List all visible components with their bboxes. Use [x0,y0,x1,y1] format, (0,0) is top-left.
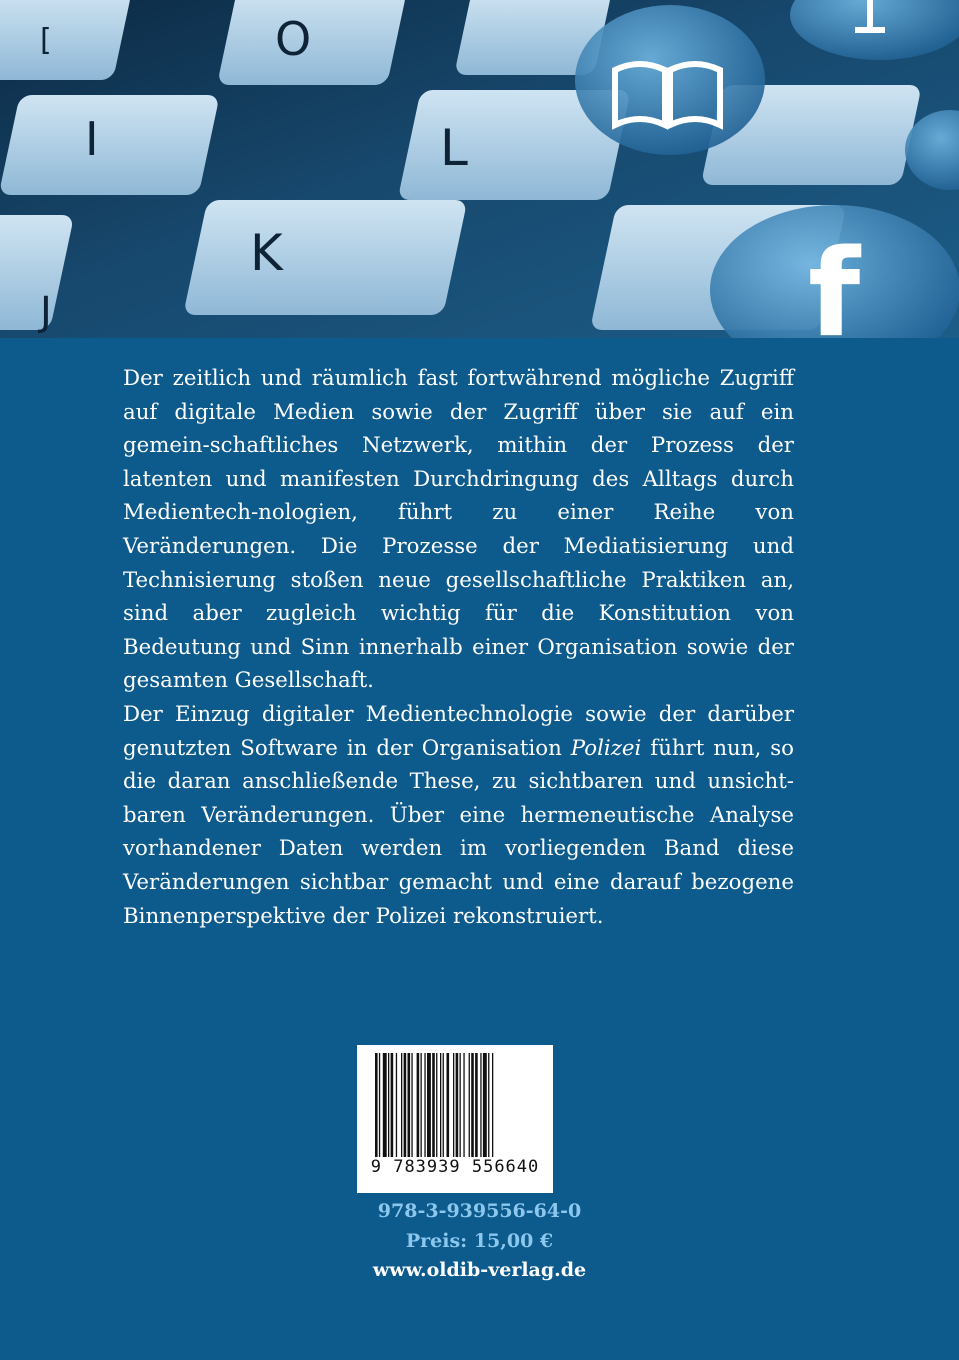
key-label: O [275,12,312,66]
barcode-bar [492,1053,493,1157]
blurb-paragraph-2-end: führt nun, so die daran anschließende These, zu sichtbaren und unsicht-baren Veränderungen. Über eine hermeneutische Analyse vorhandener Daten werden im vorliegenden Band diese Veränderungen sichtbar gemacht und eine darauf bezogene Binnenperspektive der Polizei rekonstruiert. [123,735,794,929]
barcode-bar [404,1053,407,1157]
isbn-number: 978-3-939556-64-0 [377,1200,582,1222]
barcode-bar [471,1053,474,1157]
key-bracket [0,0,132,80]
publisher-url: www.oldib-verlag.de [372,1259,587,1281]
key-label: [ [40,23,52,58]
price-label: Preis: 15,00 € [405,1230,554,1252]
barcode-bar [475,1053,478,1157]
blurb-paragraph-1: Der zeitlich und räumlich fast fortwährend mögliche Zugriff auf digitale Medien sowie der Zugriff über sie auf ein gemein-schaftliches Netzwerk, mithin der Prozess der latenten und manifesten Durchdringung des Alltags durch Medientech-nologien, führt zu einer Reihe von Veränderungen. Die Prozesse der Mediatisierung und Technisierung stoßen neue gesellschaftliche Praktiken an, sind aber zugleich wichtig für die Konstitution von Bedeutung und Sinn innerhalb einer Organisation sowie der gesamten Gesellschaft. [123,366,794,694]
barcode-bar [396,1053,397,1157]
barcode-digits: 9 783939 556640 [370,1157,540,1177]
svg-text:f: f [808,225,861,338]
barcode-bar [460,1053,461,1157]
barcode-bar [443,1053,444,1157]
barcode-bar [480,1053,481,1157]
barcode-bar [417,1053,420,1157]
barcode-bar [391,1053,394,1157]
barcode-bar [488,1053,489,1157]
barcode-bar [401,1053,402,1157]
blurb-paragraph-2-start: Der Einzug digitaler Medientechnologie sowie der darüber genutzten Software in der Organisation [123,701,794,761]
blurb-italic-term: Polizei [570,735,642,761]
barcode-bar [463,1053,464,1157]
barcode-bar [411,1053,412,1157]
key-label: J [40,289,52,335]
key-label: K [250,224,283,282]
barcode-bar [440,1053,441,1157]
blurb-text [123,362,794,933]
key-label: L [440,119,468,177]
barcode-bar [483,1053,487,1157]
keyboard-illustration [0,0,959,338]
barcode-bar [421,1053,422,1157]
barcode-bar [432,1053,435,1157]
barcode-bar [427,1053,431,1157]
barcode-bar [375,1053,378,1157]
key-j [0,215,74,335]
barcode-bar [379,1053,380,1157]
barcode-bar [447,1053,450,1157]
barcode-bar [456,1053,459,1157]
key-label: I [85,112,99,166]
key-i [0,95,220,195]
keyboard-graphic [0,0,959,338]
blurb-paragraph-2 [123,698,794,933]
barcode-bar [453,1053,454,1157]
barcode-bar [408,1053,411,1157]
barcode-bar [424,1053,425,1157]
barcode-bar [469,1053,470,1157]
barcode-bar [436,1053,437,1157]
key-o [217,0,407,85]
isbn-barcode [357,1045,553,1193]
barcode-bar [388,1053,389,1157]
key-k [183,200,467,315]
barcode-bar [383,1053,387,1157]
